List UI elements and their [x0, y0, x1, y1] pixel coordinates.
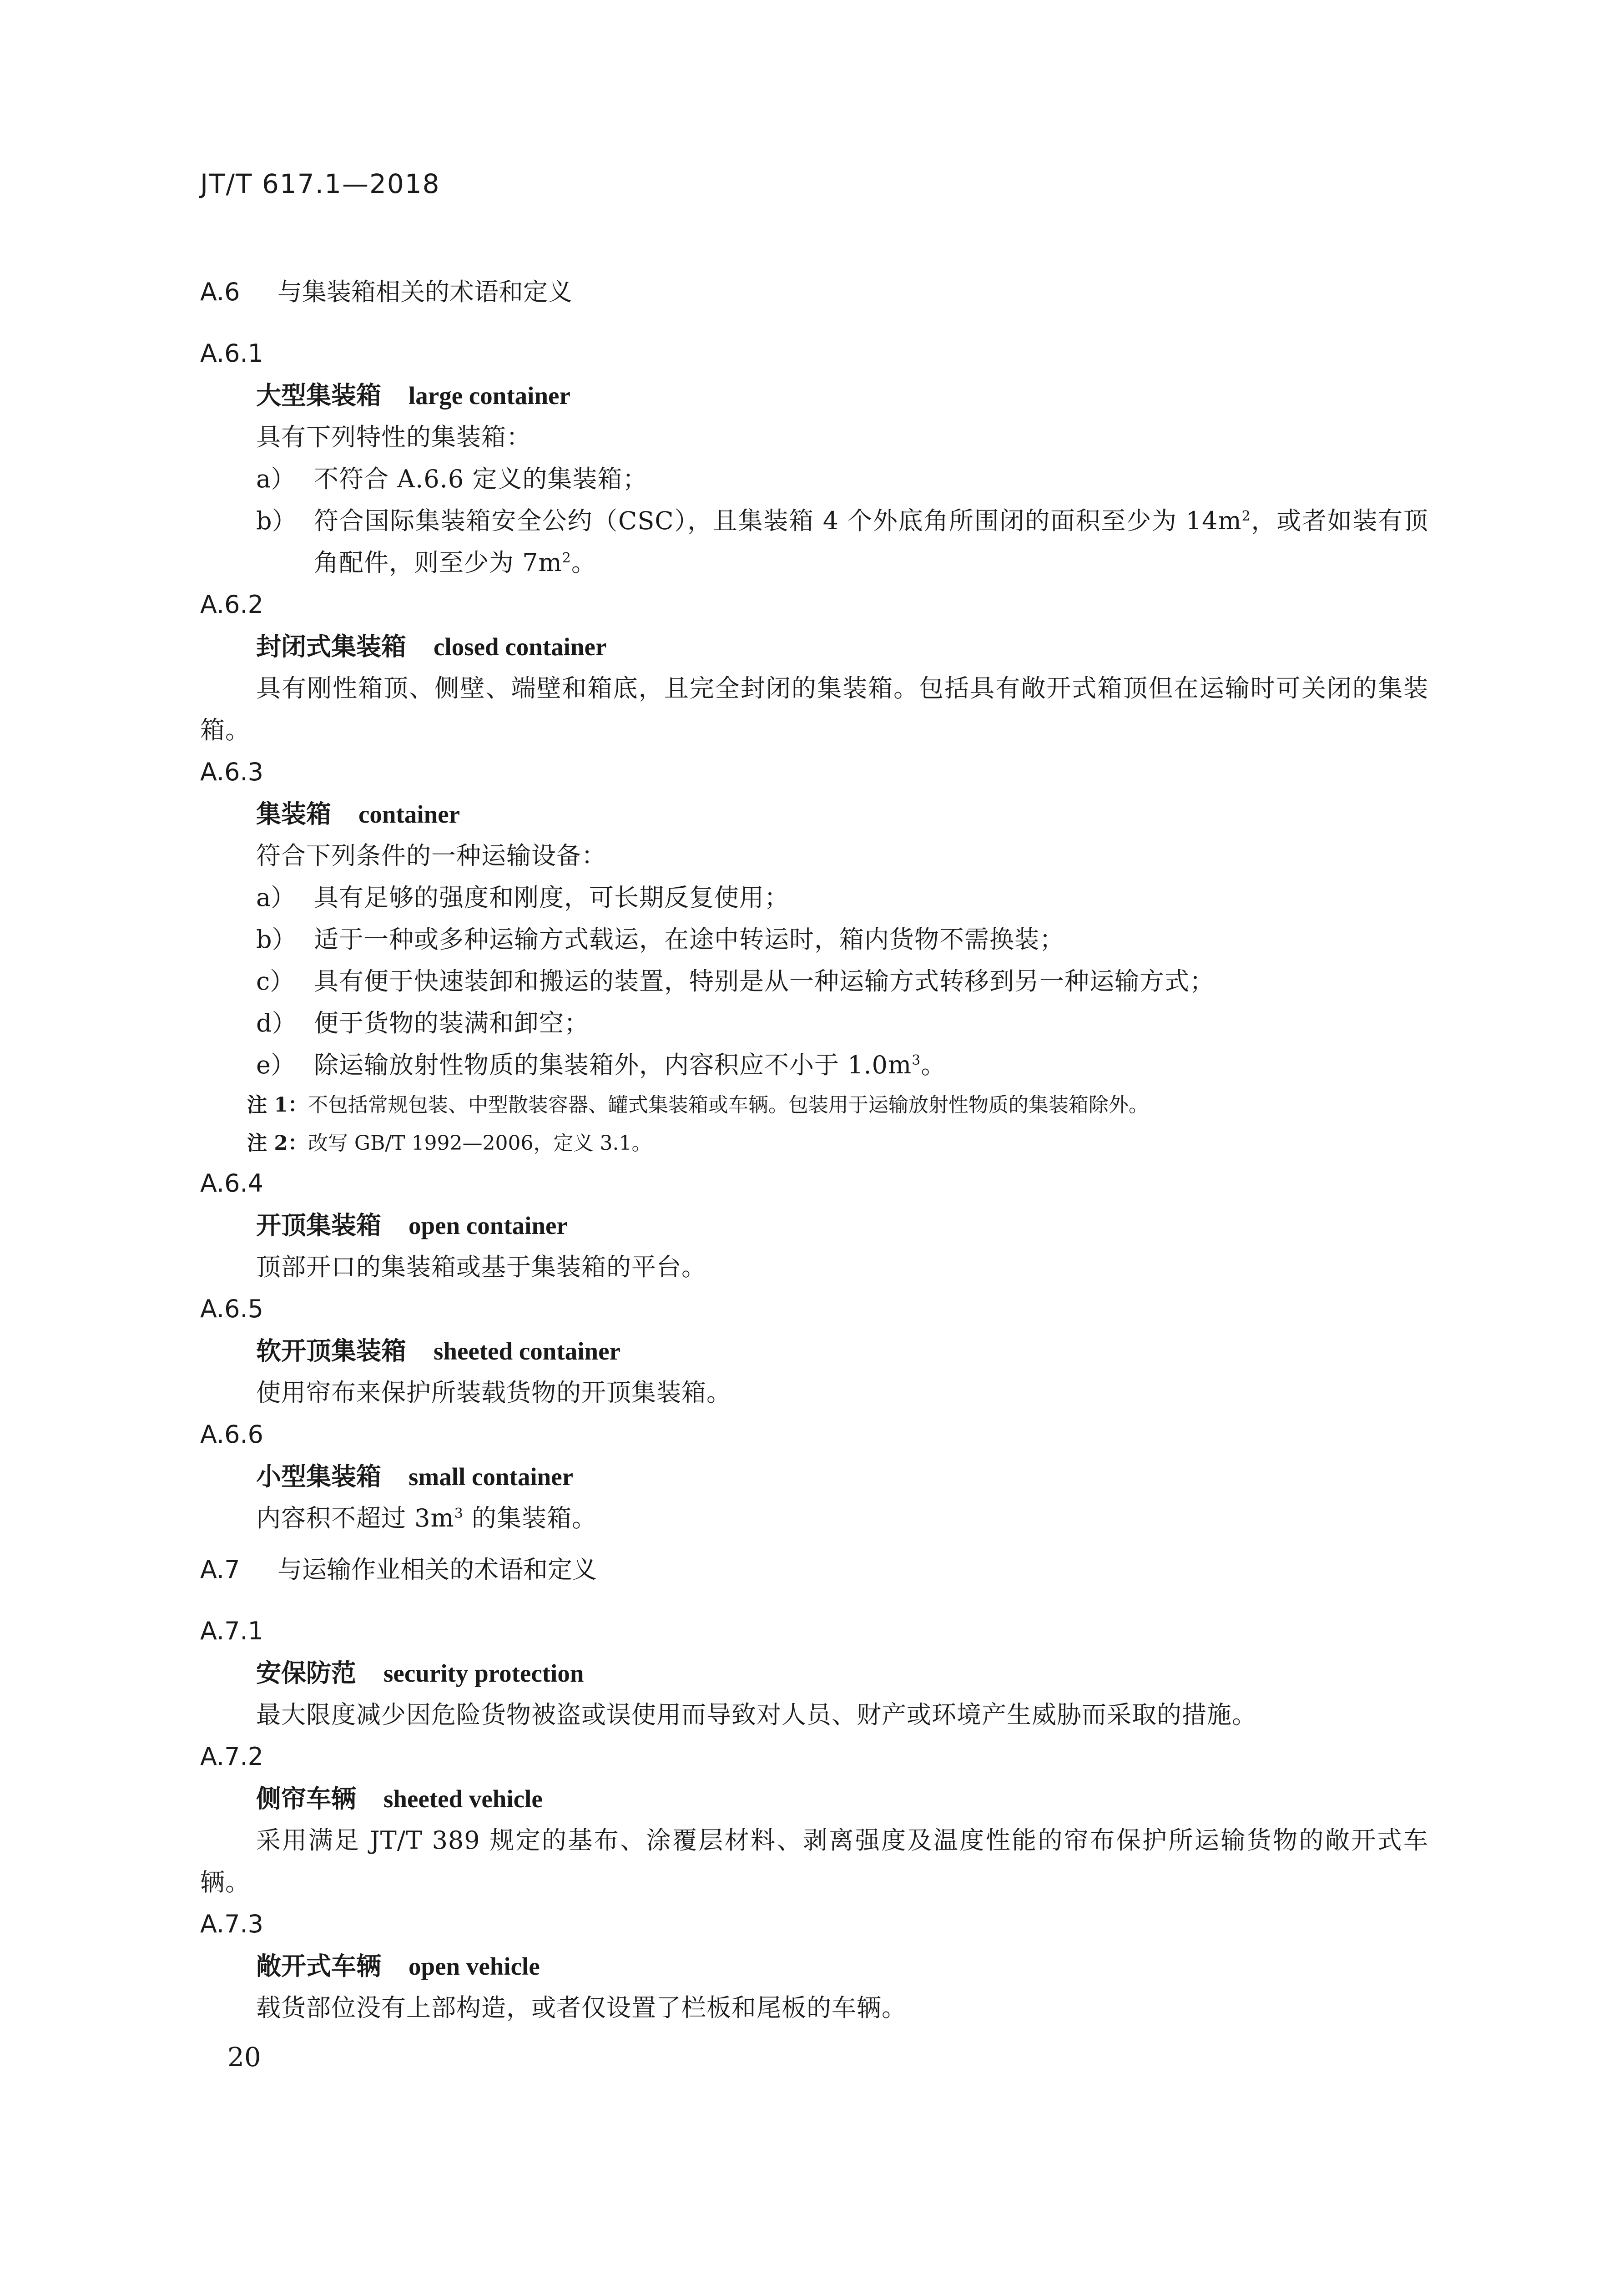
list-item-label: a）: [256, 883, 296, 912]
list-item: [256, 500, 1428, 584]
list-item: [256, 1044, 1428, 1086]
note-text: 不包括常规包装、中型散装容器、罐式集装箱或车辆。包装用于运输放射性物质的集装箱除外。: [308, 1093, 1149, 1117]
list-item-label: d）: [256, 1009, 297, 1037]
list-item-text: 适于一种或多种运输方式载运，在途中转运时，箱内货物不需换装；: [314, 925, 1064, 954]
list-item-label: e）: [256, 1051, 295, 1079]
term-zh: 侧帘车辆: [256, 1784, 357, 1813]
page-number: 20: [227, 2042, 261, 2073]
term-en: large container: [409, 382, 570, 410]
term-heading: [256, 1456, 1428, 1497]
term-zh: 软开顶集装箱: [256, 1336, 407, 1365]
term-en: sheeted container: [434, 1337, 620, 1365]
clause-number: A.7.2: [200, 1742, 264, 1771]
term-zh: 小型集装箱: [256, 1462, 382, 1491]
definition-text: 顶部开口的集装箱或基于集装箱的平台。: [256, 1253, 706, 1281]
clause-a-6-6: [200, 1414, 1428, 1539]
clause-number: A.6.5: [200, 1294, 264, 1323]
definition-text: 具有刚性箱顶、侧壁、端壁和箱底，且完全封闭的集装箱。包括具有敞开式箱顶但在运输时可关闭的集装箱。: [200, 674, 1428, 744]
section-heading-a6: [200, 280, 1428, 304]
term-zh: 集装箱: [256, 799, 332, 829]
note-label: 注 2：: [247, 1132, 308, 1155]
list-item-label: a）: [256, 465, 296, 493]
clause-number: A.7.3: [200, 1910, 264, 1938]
list-item: [256, 919, 1428, 961]
term-heading: [256, 626, 1428, 667]
list-item-label: b）: [256, 506, 297, 535]
document-body: [200, 262, 1428, 2029]
clause-a-6-2: [200, 584, 1428, 751]
clause-a-6-4: [200, 1163, 1428, 1288]
list-item: [256, 1002, 1428, 1044]
clause-number: A.7.1: [200, 1617, 264, 1645]
term-en: security protection: [383, 1659, 584, 1687]
term-heading: [256, 1778, 1428, 1820]
clause-number: A.6.1: [200, 339, 264, 368]
term-zh: 开顶集装箱: [256, 1211, 382, 1240]
term-en: sheeted vehicle: [383, 1785, 543, 1813]
term-en: open container: [409, 1212, 568, 1239]
term-zh: 封闭式集装箱: [256, 632, 407, 661]
note: [247, 1086, 1428, 1124]
clause-number: A.6.2: [200, 590, 264, 619]
note-text: 改写 GB/T 1992—2006，定义 3.1。: [308, 1132, 652, 1155]
text-part: 符合国际集装箱安全公约（CSC），且集装箱 4 个外底角所围闭的面积至少为 14m: [314, 506, 1242, 535]
list-item-text: [314, 1044, 1428, 1086]
list-item: [256, 458, 1428, 500]
term-heading: [256, 793, 1428, 835]
clause-number: A.6.6: [200, 1420, 264, 1449]
clause-number: A.6.3: [200, 758, 264, 786]
list-item-text: 具有便于快速装卸和搬运的装置，特别是从一种运输方式转移到另一种运输方式；: [314, 967, 1215, 996]
text-part: ，或者如装有顶角配件，则至少为 7m: [314, 506, 1428, 577]
superscript: 3: [912, 1052, 921, 1068]
term-en: small container: [409, 1463, 574, 1491]
superscript: 2: [562, 550, 571, 566]
text-part: 。: [921, 1051, 946, 1079]
section-number: A.6: [200, 278, 240, 306]
list-item: [256, 961, 1428, 1002]
clause-a-6-3: [200, 751, 1428, 1163]
term-zh: 大型集装箱: [256, 381, 382, 410]
term-en: closed container: [434, 633, 607, 661]
definition-text: 最大限度减少因危险货物被盗或误使用而导致对人员、财产或环境产生威胁而采取的措施。: [256, 1700, 1257, 1729]
clause-number: A.6.4: [200, 1169, 264, 1198]
superscript: 2: [1241, 508, 1251, 524]
term-en: open vehicle: [409, 1952, 540, 1980]
clause-a-6-1: [200, 333, 1428, 584]
definition-text: [200, 1497, 1428, 1539]
clause-a-7-3: [200, 1903, 1428, 2029]
list-item-label: b）: [256, 925, 297, 954]
superscript: 3: [454, 1506, 464, 1522]
definition-text: 采用满足 JT/T 389 规定的基布、涂覆层材料、剥离强度及温度性能的帘布保护所运输货物的敞开式车辆。: [200, 1826, 1428, 1896]
section-number: A.7: [200, 1555, 240, 1584]
term-heading: [256, 1204, 1428, 1246]
term-zh: 敞开式车辆: [256, 1951, 382, 1981]
text-part: 。: [571, 548, 596, 577]
list-item-text: 具有足够的强度和刚度，可长期反复使用；: [314, 883, 789, 912]
note-label: 注 1：: [247, 1093, 308, 1117]
definition-intro: 符合下列条件的一种运输设备：: [256, 841, 606, 870]
clause-a-6-5: [200, 1288, 1428, 1414]
text-part: 内容积不超过 3m: [256, 1504, 454, 1532]
definition-intro: 具有下列特性的集装箱：: [256, 423, 531, 451]
term-en: container: [358, 800, 460, 828]
list-item-text: 便于货物的装满和卸空；: [314, 1009, 589, 1037]
document-code: JT/T 617.1—2018: [200, 168, 440, 199]
clause-a-7-1: [200, 1610, 1428, 1736]
list-item-text: 不符合 A.6.6 定义的集装箱；: [314, 465, 648, 493]
text-part: 的集装箱。: [463, 1504, 597, 1532]
section-heading-a7: [200, 1557, 1428, 1582]
term-heading: [256, 374, 1428, 416]
section-title: 与运输作业相关的术语和定义: [277, 1555, 597, 1584]
definition-text: 使用帘布来保护所装载货物的开顶集装箱。: [256, 1378, 731, 1407]
term-heading: [256, 1652, 1428, 1694]
clause-a-7-2: [200, 1736, 1428, 1903]
note: [247, 1124, 1428, 1163]
text-part: 除运输放射性物质的集装箱外，内容积应不小于 1.0m: [314, 1051, 912, 1079]
definition-text: 载货部位没有上部构造，或者仅设置了栏板和尾板的车辆。: [256, 1993, 907, 2022]
list-item-text: [314, 500, 1428, 584]
term-heading: [256, 1945, 1428, 1987]
section-title: 与集装箱相关的术语和定义: [277, 278, 572, 306]
term-heading: [256, 1330, 1428, 1372]
list-item: [256, 877, 1428, 919]
list-item-label: c）: [256, 967, 295, 996]
term-zh: 安保防范: [256, 1658, 357, 1688]
